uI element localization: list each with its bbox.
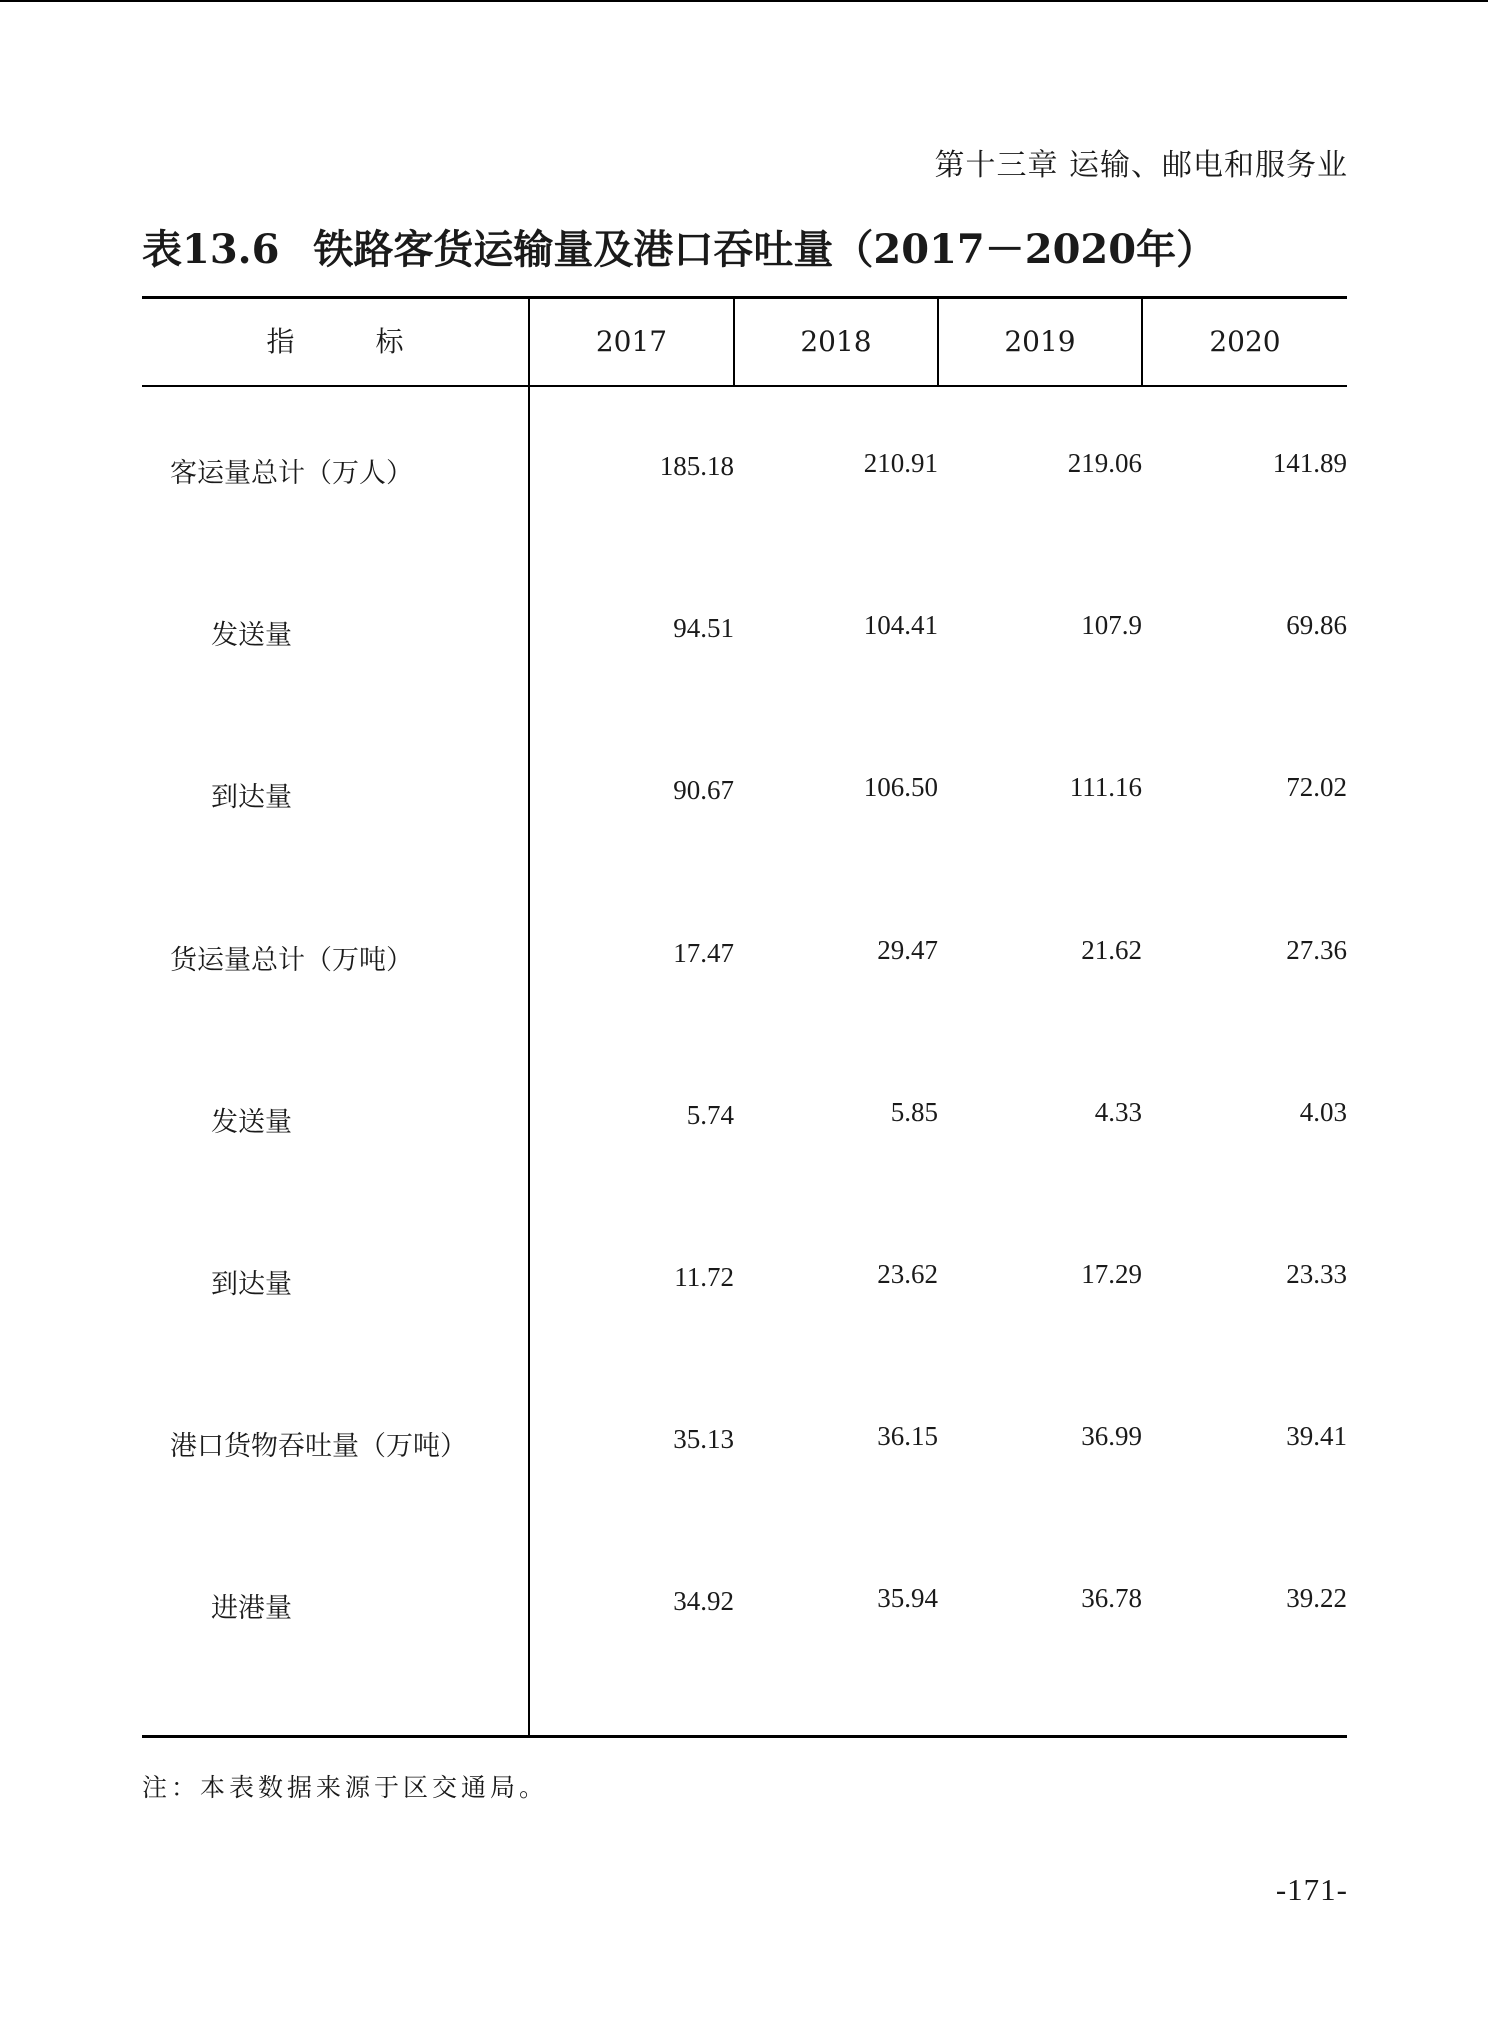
table-note: 注：本表数据来源于区交通局。 [142,1773,549,1802]
table-cell: 219.06 [1067,448,1142,478]
year-header: 2018 [800,325,872,358]
table-cell: 36.78 [1081,1583,1142,1613]
stub-header: 指 标 [266,325,440,358]
row-label: 到达量 [211,782,292,813]
table-cell: 4.33 [1094,1097,1142,1127]
stub-column-divider [528,298,530,1736]
table-cell: 39.41 [1286,1421,1347,1451]
table-cell: 11.72 [674,1262,734,1292]
table-cell: 34.92 [673,1586,734,1616]
table-cell: 4.03 [1299,1097,1347,1127]
table-cell: 210.91 [863,448,938,478]
table-cell: 23.62 [877,1259,938,1289]
table-title-text: 铁路客货运输量及港口吞吐量（2017－2020年） [313,226,1217,273]
table-cell: 94.51 [673,613,734,643]
page-number: -171- [1275,1872,1348,1907]
row-label: 港口货物吞吐量（万吨） [170,1431,467,1462]
year-header: 2020 [1209,325,1281,358]
row-label: 到达量 [211,1269,292,1300]
row-label: 发送量 [211,1107,292,1138]
table-bottom-rule [142,1735,1347,1738]
table-cell: 111.16 [1069,772,1142,802]
chapter-header: 第十三章 运输、邮电和服务业 [934,148,1348,183]
table-cell: 5.85 [890,1097,938,1127]
year-header: 2017 [595,325,668,358]
page-top-border [0,0,1488,2]
row-label: 进港量 [211,1593,292,1624]
table-cell: 39.22 [1286,1583,1347,1613]
table-cell: 36.99 [1081,1421,1142,1451]
table-cell: 27.36 [1286,935,1347,965]
table-cell: 141.89 [1272,448,1347,478]
table-cell: 21.62 [1081,935,1142,965]
table-cell: 36.15 [877,1421,938,1451]
table-cell: 23.33 [1286,1259,1347,1289]
table-cell: 107.9 [1081,610,1142,640]
table-cell: 185.18 [659,451,734,481]
table-cell: 72.02 [1286,772,1347,802]
table-header-rule [142,385,1347,387]
table-cell: 35.94 [877,1583,938,1613]
year-header: 2019 [1004,325,1076,358]
table-cell: 90.67 [673,775,734,805]
row-label: 客运量总计（万人） [170,458,413,489]
table-cell: 104.41 [863,610,938,640]
table-cell: 35.13 [673,1424,734,1454]
table-number: 表13.6 [142,226,280,273]
table-cell: 17.29 [1081,1259,1142,1289]
table-cell: 106.50 [863,772,938,802]
row-label: 货运量总计（万吨） [170,945,413,976]
row-label: 发送量 [211,620,292,651]
table-cell: 17.47 [673,938,734,968]
table-cell: 29.47 [877,935,938,965]
table-cell: 69.86 [1286,610,1347,640]
table-title [142,218,1216,275]
table-cell: 5.74 [686,1100,734,1130]
